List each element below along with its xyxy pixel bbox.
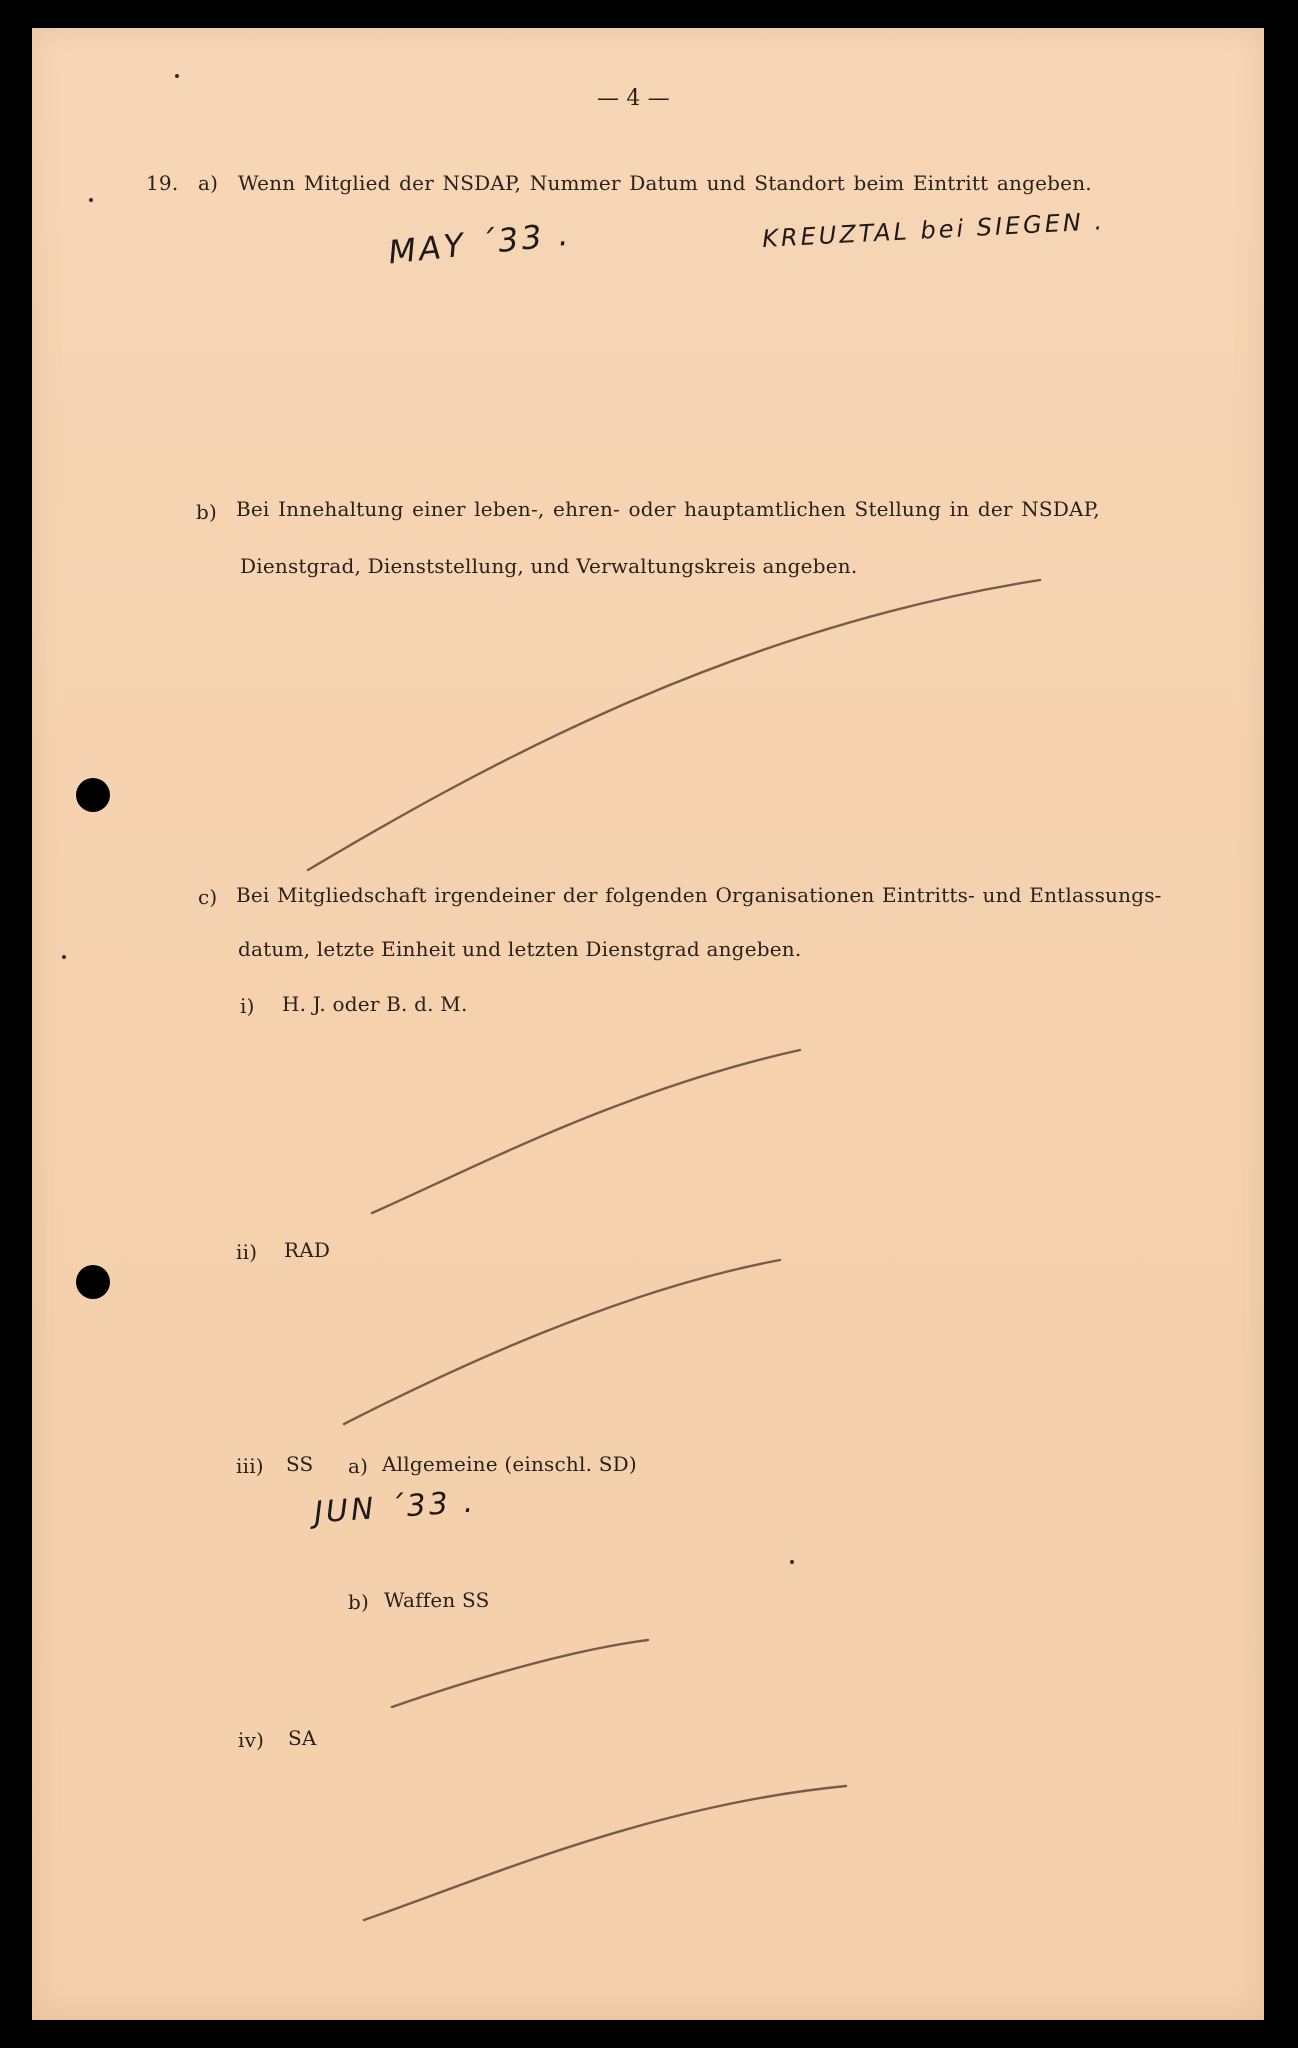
q19b-line1: Bei Innehaltung einer leben-, ehren- oder hauptamtlichen Stellung in der NSDAP, bbox=[236, 497, 1100, 521]
ink-speck bbox=[790, 1560, 794, 1564]
item-iv-label: iv) bbox=[238, 1728, 265, 1752]
q19a-answer-place: KREUZTAL bei SIEGEN . bbox=[761, 207, 1106, 253]
punch-hole-bottom bbox=[76, 1265, 110, 1299]
document-page bbox=[32, 28, 1264, 2020]
ink-speck bbox=[62, 955, 66, 959]
q19b-label: b) bbox=[196, 500, 218, 524]
ink-speck bbox=[175, 74, 179, 78]
q19c-line2: datum, letzte Einheit und letzten Dienstgrad angeben. bbox=[238, 937, 802, 961]
ink-speck bbox=[89, 198, 93, 202]
punch-hole-top bbox=[76, 778, 110, 812]
q19a-text: Wenn Mitglied der NSDAP, Nummer Datum und Standort beim Eintritt angeben. bbox=[238, 171, 1092, 195]
item-i-label: i) bbox=[240, 994, 255, 1018]
q19c-line1: Bei Mitgliedschaft irgendeiner der folgenden Organisationen Eintritts- und Entlassungs- bbox=[236, 883, 1162, 907]
page-number: — 4 — bbox=[597, 86, 670, 111]
item-iii-label: iii) bbox=[236, 1454, 264, 1478]
question-number: 19. bbox=[146, 171, 179, 195]
item-iii-sub-b-text: Waffen SS bbox=[384, 1588, 490, 1612]
q19c-label: c) bbox=[198, 885, 218, 909]
q19a-label: a) bbox=[198, 171, 219, 195]
item-iii-text: SS bbox=[286, 1452, 314, 1476]
item-iii-sub-a-label: a) bbox=[348, 1454, 369, 1478]
item-iii-answer: JUN ´33 . bbox=[312, 1484, 478, 1531]
item-iv-text: SA bbox=[288, 1726, 317, 1750]
item-i-text: H. J. oder B. d. M. bbox=[282, 992, 468, 1016]
item-iii-sub-a-text: Allgemeine (einschl. SD) bbox=[382, 1452, 637, 1476]
q19b-line2: Dienstgrad, Dienststellung, und Verwaltungskreis angeben. bbox=[240, 554, 858, 578]
item-iii-sub-b-label: b) bbox=[348, 1590, 370, 1614]
item-ii-text: RAD bbox=[284, 1238, 331, 1262]
item-ii-label: ii) bbox=[236, 1240, 258, 1264]
q19a-answer-date: MAY ´33 . bbox=[386, 214, 573, 272]
